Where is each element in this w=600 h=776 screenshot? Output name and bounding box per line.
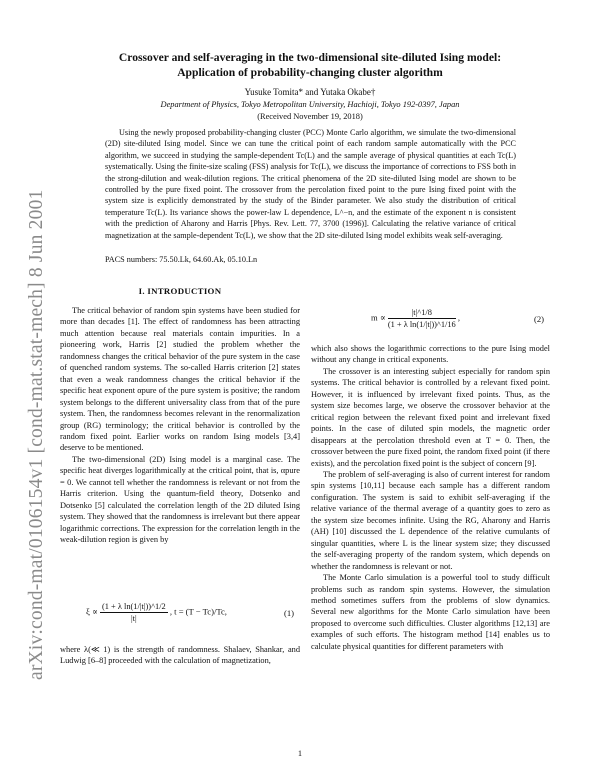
title-line-2: Application of probability-changing cluster algorithm: [177, 66, 443, 79]
title-line-1: Crossover and self-averaging in the two-dimensional site-diluted Ising model:: [118, 51, 502, 64]
paper-title: [60, 50, 560, 80]
eq2-numerator: |t|^1/8: [388, 308, 456, 319]
eq1-rhs: , t = (T − Tc)/Tc,: [169, 606, 227, 617]
eq2-fraction: [388, 308, 456, 329]
eq1-fraction: [100, 602, 168, 623]
eq2-denominator: (1 + λ ln(1/|t|))^1/16: [387, 320, 456, 329]
received-date: (Received November 19, 2018): [257, 112, 363, 121]
right-column: [311, 343, 550, 652]
eq1-number: (1): [284, 608, 295, 618]
arxiv-sidebar: [6, 120, 46, 680]
right-paragraph-3: The problem of self-averaging is also of current interest for random spin systems [10,11] because each sample has a different random configuration. The system is said to exhibit self-averaging if the relative variance of the thermal average of a quantity goes to zero as the system size becomes infinite. Using the RG, Aharony and Harris (AH) [10] discussed the L dependence of the relative cumulants of singular quantities, where L is the linear system size; they discussed the self-averaging property of the random system, which depends on whether the randomness is relevant or not.: [311, 469, 550, 571]
right-paragraph-2: The crossover is an interesting subject especially for random spin systems. The critical behavior is controlled by a relevant fixed point. However, it is influenced by irrelevant fixed points. Thus, as the system size becomes large, we observe the crossover behavior at the critical region between the relevant fixed point and irrelevant fixed points. In the case of diluted spin models, the magnetic order disappears at the percolation threshold even at T = 0. Then, the crossover between the pure fixed point, the random fixed point (if there exists), and the percolation fixed point is the subject of concern [9].: [311, 366, 550, 468]
affiliation: Department of Physics, Tokyo Metropolitan University, Hachioji, Tokyo 192-0397, Japan: [160, 100, 460, 109]
authors: Yusuke Tomita* and Yutaka Okabe†: [244, 87, 376, 97]
equation-1: [86, 602, 227, 623]
eq1-denominator: |t|: [130, 614, 137, 623]
left-column-bottom: [60, 644, 300, 667]
abstract: Using the newly proposed probability-changing cluster (PCC) Monte Carlo algorithm, we simulate the two-dimensional (2D) site-diluted Ising model. Since we can tune the critical point of each random sample automatically with the PCC algorithm, we succeed in studying the sample-dependent Tc(L) and the sample average of physical quantities at each Tc(L) systematically. Using the finite-size scaling (FSS) analysis for Tc(L), we discuss the importance of corrections to FSS both in the strong-dilution and weak-dilution regions. The critical phenomena of the 2D site-diluted Ising model are shown to be controlled by the pure fixed point. The crossover from the percolation fixed point to the pure Ising fixed point with the system size is explicitly demonstrated by the study of the Binder parameter. We also study the distribution of critical temperature Tc(L). Its variance shows the power-law L dependence, L^−n, and the estimate of the exponent n is consistent with the prediction of Aharony and Harris [Phys. Rev. Lett. 77, 3700 (1996)]. Calculating the relative variance of critical magnetization at the sample-dependent Tc(L), we show that the 2D site-diluted Ising model exhibits weak self-averaging.: [105, 128, 516, 240]
left-column-top: [60, 305, 300, 546]
eq2-rhs: ,: [457, 312, 461, 323]
right-paragraph-1: which also shows the logarithmic corrections to the pure Ising model without any change in critical exponents.: [311, 344, 550, 365]
eq1-numerator: (1 + λ ln(1/|t|))^1/2: [101, 602, 166, 611]
page-number: 1: [297, 749, 303, 758]
intro-paragraph-1: The critical behavior of random spin systems have been studied for more than decades [1]. The effect of randomness has been attracting much attention because real materials contain impurities. In a pioneering work, Harris [2] studied the problem whether the randomness changes the critical behavior of the pure system in the case of quenched random systems. The so-called Harris criterion [2] states that even a weak randomness changes the critical behavior if the specific heat exponent αpure of the pure system is positive; the random system belongs to the different universality class from that of the pure system. Then, the randomness becomes relevant in the renormalization group (RG) terminology; the critical behavior is controlled by the random fixed point. Earlier works on random Ising models [3,4] deserve to be mentioned.: [60, 306, 300, 453]
section-heading: I. INTRODUCTION: [138, 286, 222, 296]
eq2-number: (2): [534, 314, 545, 324]
right-paragraph-4: The Monte Carlo simulation is a powerful tool to study difficult problems such as random spin systems. However, the simulation method sometimes suffers from the problems of slow dynamics. Several new algorithms for the Monte Carlo simulation have been proposed to overcome such difficulties. Cluster algorithms [12,13] are examples of such efforts. The histogram method [14] enables us to calculate physical quantities for different parameters with: [311, 573, 550, 651]
eq1-lhs: ξ ∝: [86, 606, 98, 617]
intro-paragraph-3: where λ(≪ 1) is the strength of randomness. Shalaev, Shankar, and Ludwig [6–8] proceeded with the calculation of magnetization,: [60, 645, 300, 666]
pacs-numbers: PACS numbers: 75.50.Lk, 64.60.Ak, 05.10.Ln: [105, 255, 258, 264]
eq2-lhs: m ∝: [371, 312, 386, 323]
intro-paragraph-2: The two-dimensional (2D) Ising model is a marginal case. The specific heat diverges logarithmically at the critical point, that is, αpure = 0. We cannot tell whether the randomness is relevant or not from the Harris criterion. Using the quantum-field theory, Dotsenko and Dotsenko [5] calculated the correlation length of the 2D diluted Ising system. They showed that the randomness is irrelevant but there appear logarithmic corrections. The expression for the correlation length in the weak-dilution region is given by: [60, 454, 300, 545]
arxiv-identifier: arXiv:cond-mat/0106154v1 [cond-mat.stat-mech] 8 Jun 2001: [26, 189, 47, 680]
equation-2: [371, 308, 460, 329]
